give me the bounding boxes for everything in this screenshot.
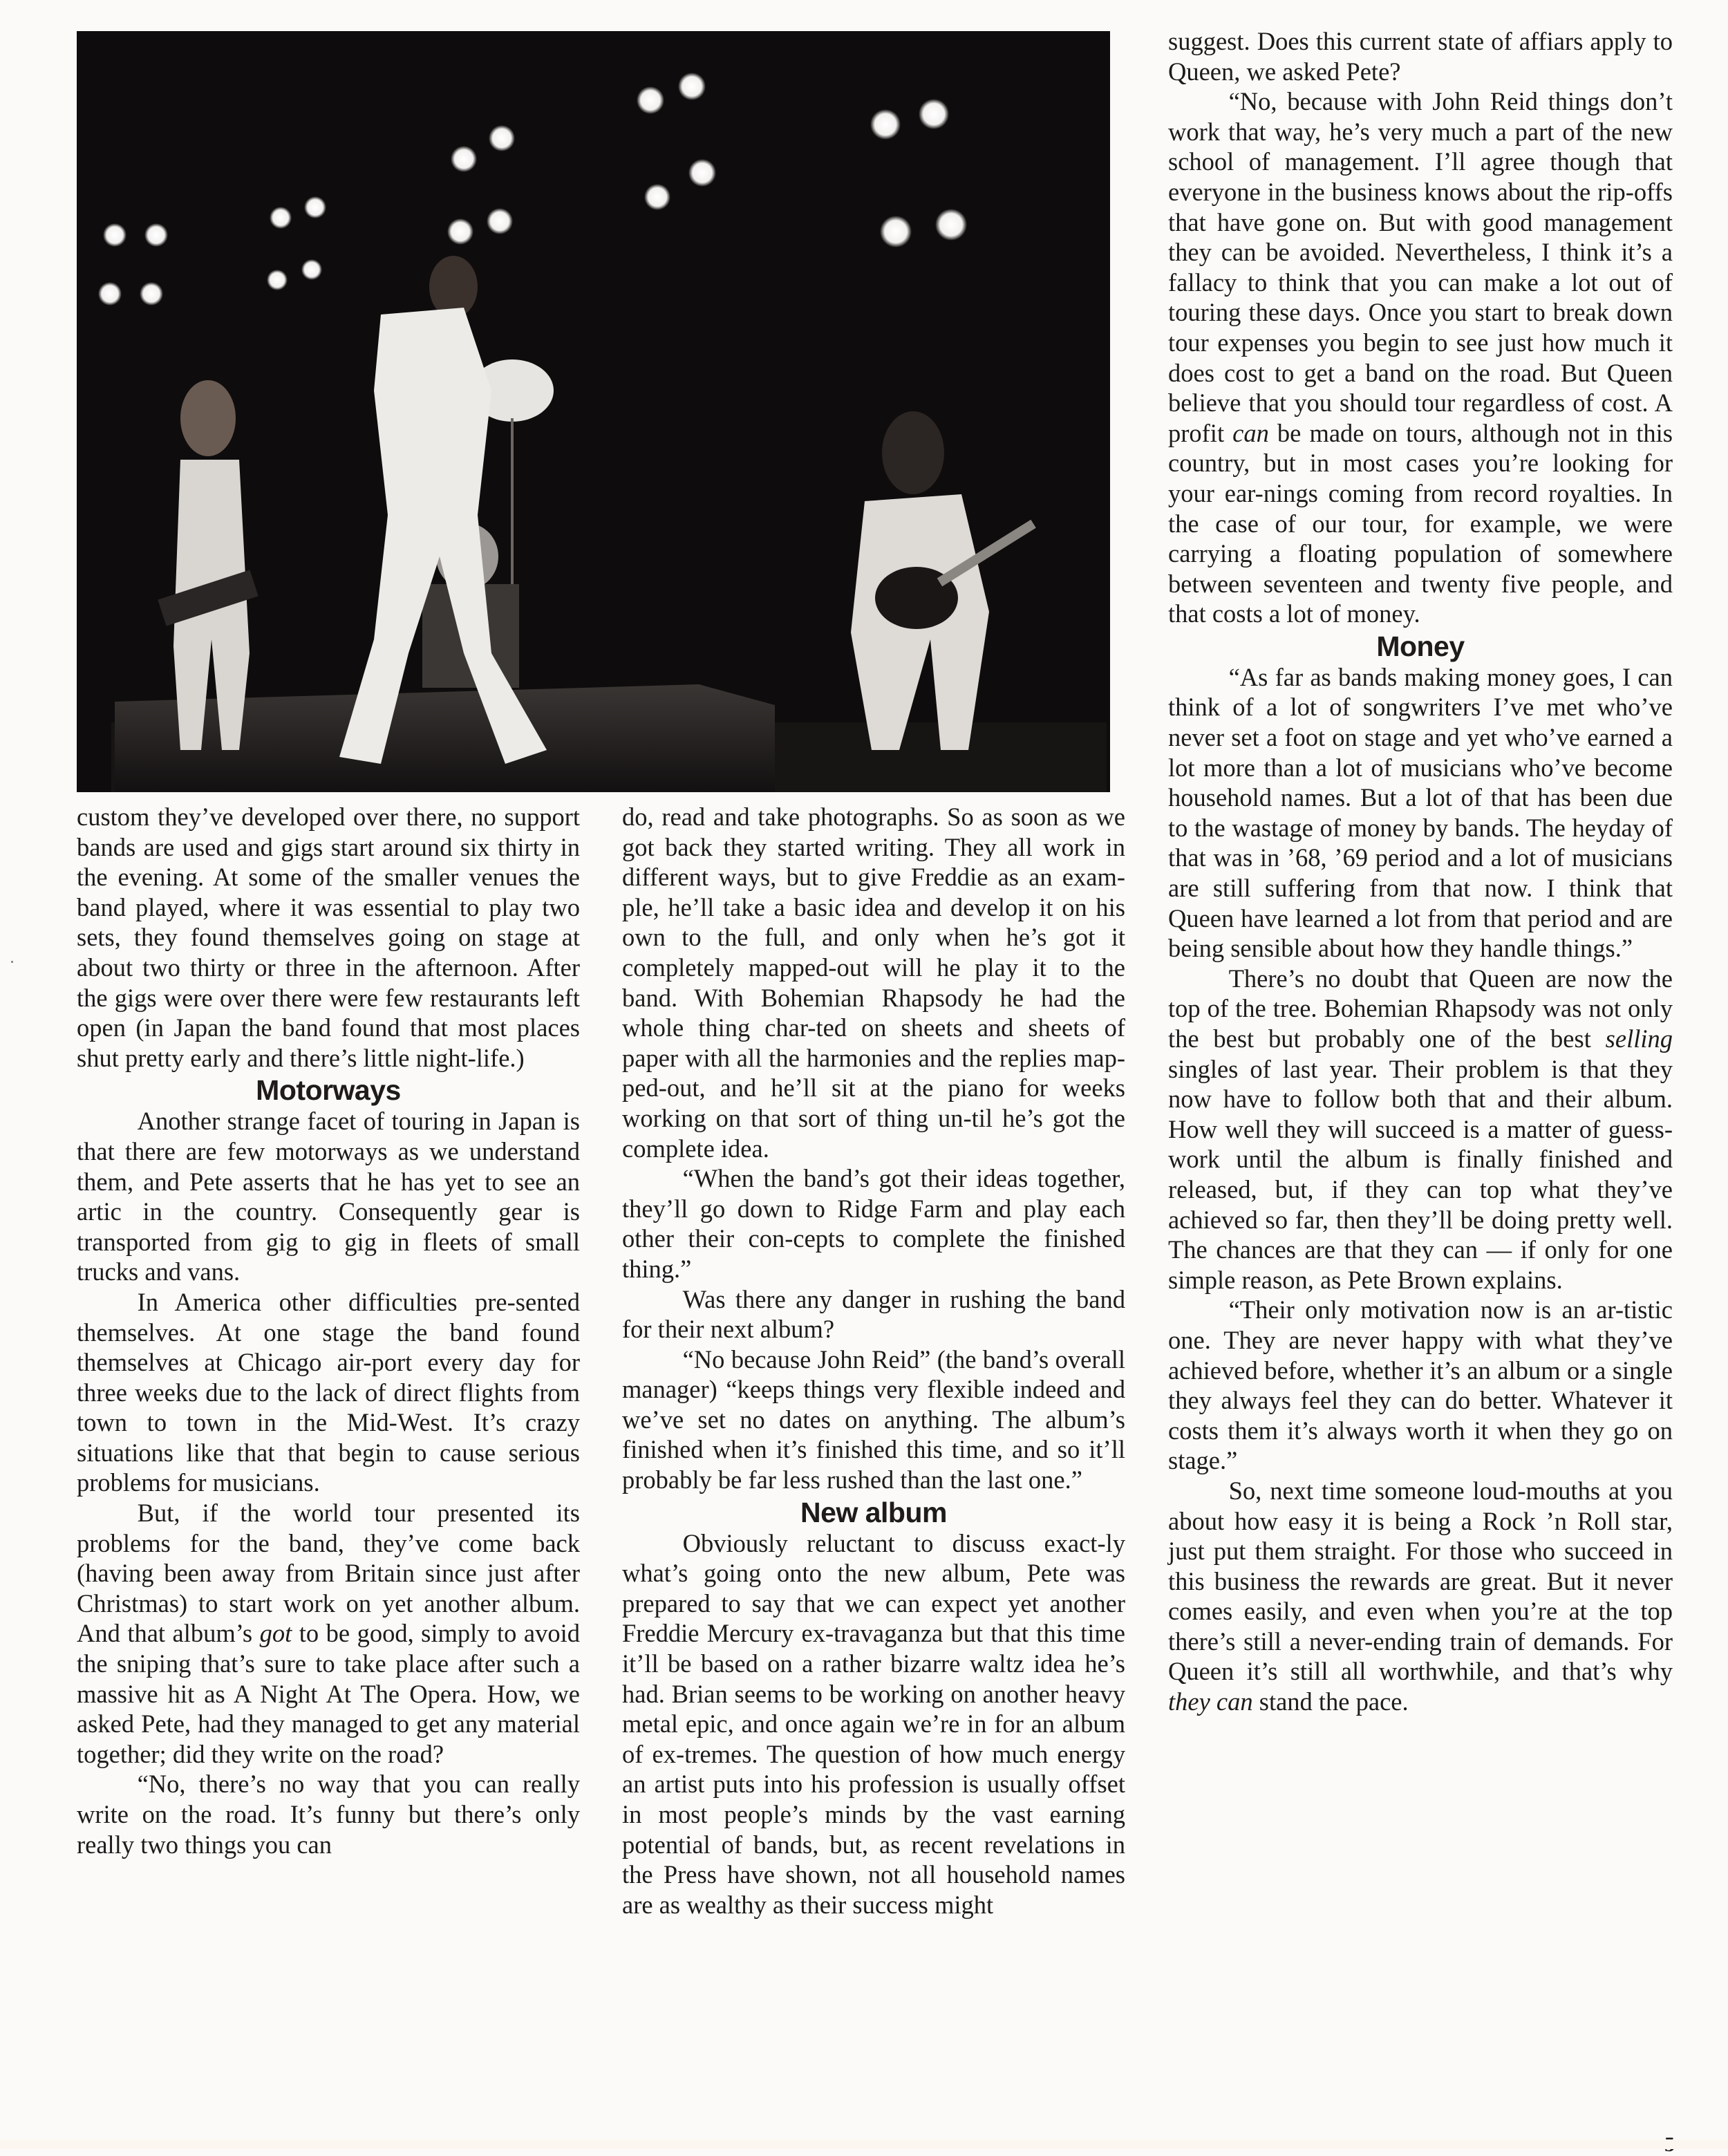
article-paragraph: “As far as bands making money goes, I can think of a lot of songwriters I’ve met who’ve never set a foot on stage and yet who’ve earned a lot more than a lot of musicians who’ve become household names. But a lot of that has been due to the wastage of money by bands. The heyday of that was in ’68, ’69 period and a lot of musicians are still suffering from that now. I think that Queen have learned a lot from that period and are being sensible about how they handle things.” — [1168, 662, 1673, 963]
print-speck — [11, 961, 13, 963]
article-paragraph: “Their only motivation now is an ar-tistic one. They are never happy with what they’ve achieved before, whether it’s an album or a single they always feel they can do better. Whatever it costs them it’s always worth it when they go on stage.” — [1168, 1295, 1673, 1475]
emphasis: got — [259, 1619, 292, 1648]
article-paragraph: “No, because with John Reid things don’t work that way, he’s very much a part of the new school of management. I’ll agree though that everyone in the business knows about the rip-offs that have gone on. But with good management they can be avoided. Nevertheless, I think it’s a fallacy to think that you can make a lot out of touring these days. Once you start to break down tour expenses you begin to see just how much it does cost to get a band on the road. But Queen believe that you should tour regardless of cost. A profit can be made on tours, although not in this country, but in most cases you’re looking for your ear-nings coming from record royalties. In the case of our tour, for example, we were carrying a floating population of somewhere between seventeen and twenty five people, and that costs a lot of money. — [1168, 87, 1673, 628]
article-paragraph: do, read and take photographs. So as soon as we got back they started writing. They all work in different ways, but to give Freddie as an exam-ple, he’ll take a basic idea and develop it on his own to the full, and only when he’s got it completely mapped-out will he play it to the band. With Bohemian Rhapsody he had the whole thing char-ted on sheets and sheets of paper with all the harmonies and the replies map-ped-out, and he’ll sit at the piano for weeks working on that sort of thing un-til he’s got the complete idea. — [622, 803, 1125, 1163]
article-paragraph: “No, there’s no way that you can really write on the road. It’s funny but there’s only really two things you can — [77, 1770, 580, 1859]
article-paragraph: Obviously reluctant to discuss exact-ly what’s going onto the new album, Pete was prepared to say that we can expect yet another Freddie Mercury ex-travaganza but that this time it’ll be based on a rather bizarre waltz idea he’s had. Brian seems to be working on another heavy metal epic, and once again we’re in for an album of ex-tremes. The question of how much energy an artist puts into his profession is usually offset in most people’s minds by the vast earning potential of bands, but, as recent revelations in the Press have shown, not all household names are as wealthy as their success might — [622, 1528, 1125, 1919]
article-paragraph: “No because John Reid” (the band’s overall manager) “keeps things very flexible indeed and we’ve set no dates on anything. The album’s finished when it’s finished this time, and so it’ll probably be far less rushed than the last one.” — [622, 1344, 1125, 1494]
article-paragraph: There’s no doubt that Queen are now the top of the tree. Bohemian Rhapsody was not only the best but probably one of the best selling singles of last year. Their problem is that they now have to follow both that and their album. How well they will succeed is a matter of guess-work until the album is finally finished and released, but, if they can top what they’ve achieved so far, then they’ll be doing pretty well. The chances are that they can — if only for one simple reason, as Pete Brown explains. — [1168, 964, 1673, 1294]
article-paragraph: suggest. Does this current state of affiars apply to Queen, we asked Pete? — [1168, 27, 1673, 86]
article-column-left — [77, 802, 580, 1859]
article-paragraph: So, next time someone loud-mouths at you about how easy it is being a Rock ’n Roll star, just put them straight. For those who succeed in this business the rewards are great. But it never comes easily, and even when you’re at the top there’s still a never-ending train of demands. For Queen it’s still all worthwhile, and that’s why they can stand the pace. — [1168, 1476, 1673, 1716]
concert-photo-illustration — [77, 31, 1110, 792]
article-paragraph: Another strange facet of touring in Japan is that there are few motorways as we understand them, and Pete asserts that he has yet to see an artic in the country. Consequently gear is transported from gig to gig in fleets of small trucks and vans. — [77, 1107, 580, 1286]
article-paragraph: But, if the world tour presented its problems for the band, they’ve come back (having been away from Britain since just after Christmas) to start work on yet another album. And that album’s got to be good, simply to avoid the sniping that’s sure to take place after such a massive hit as A Night At The Opera. How, we asked Pete, had they managed to get any material together; did they write on the road? — [77, 1499, 581, 1768]
stage-riser — [115, 684, 775, 792]
article-column-right — [1168, 26, 1673, 1717]
emphasis: can — [1232, 418, 1269, 447]
page-bottom-edge — [0, 2139, 1728, 2149]
article-column-middle — [622, 802, 1125, 1920]
article-paragraph: In America other difficulties pre-sented themselves. At one stage the band found themselves at Chicago air-port every day for three weeks due to the lack of direct flights from town to town in the Mid-West. It’s crazy situations like that that begin to cause serious problems for musicians. — [77, 1287, 580, 1497]
section-heading: Money — [1376, 630, 1465, 662]
section-heading: Motorways — [256, 1074, 401, 1107]
article-paragraph: “When the band’s got their ideas together, they’ll go down to Ridge Farm and play each other their con-cepts to complete the finished thing.” — [622, 1164, 1125, 1283]
article-paragraph: custom they’ve developed over there, no support bands are used and gigs start around six thirty in the evening. At some of the smaller venues the band played, where it was essential to play two sets, they found themselves going on stage at about two thirty or three in the afternoon. After the gigs were over there were few restaurants left open (in Japan the band found that most places shut pretty early and there’s little night-life.) — [77, 803, 580, 1072]
emphasis: selling — [1605, 1024, 1673, 1053]
concert-photo — [77, 31, 1110, 792]
article-paragraph: Was there any danger in rushing the band for their next album? — [622, 1284, 1125, 1344]
emphasis: they can — [1168, 1687, 1253, 1716]
section-heading: New album — [800, 1496, 947, 1528]
